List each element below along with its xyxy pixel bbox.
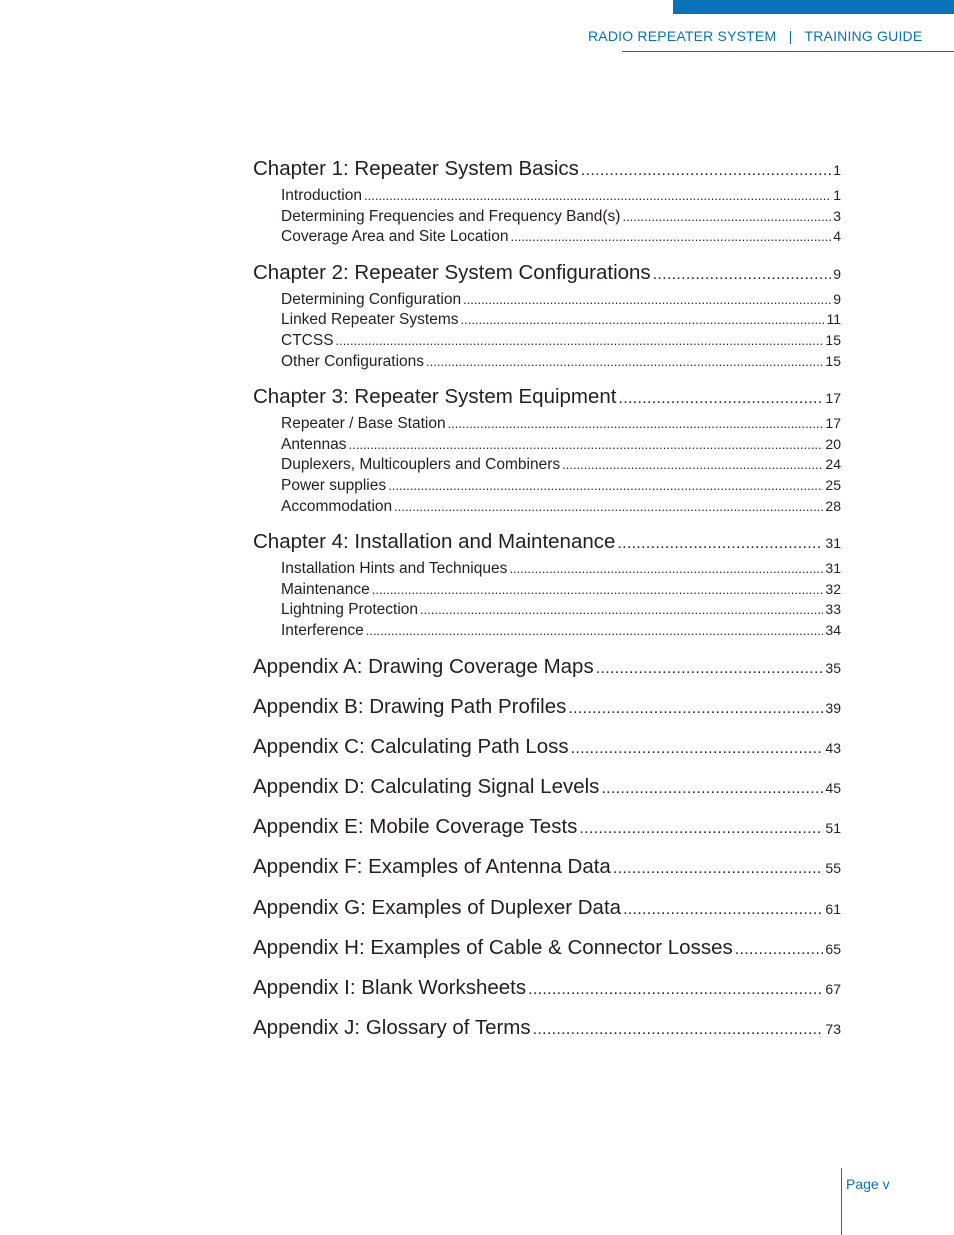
toc-section-entry[interactable] — [253, 353, 841, 374]
header-accent-bar — [673, 0, 954, 14]
toc-section-title: Power supplies — [281, 476, 387, 494]
dot-leader — [601, 780, 823, 798]
toc-appendix-title: Appendix B: Drawing Path Profiles — [253, 694, 567, 718]
toc-page-number: 32 — [825, 580, 841, 597]
toc-page-number: 35 — [825, 659, 841, 676]
toc-section-entry[interactable] — [253, 436, 841, 457]
toc-appendix-entry[interactable] — [253, 775, 841, 815]
toc-section-title: Determining Frequencies and Frequency Band(s) — [281, 207, 621, 225]
running-header — [588, 28, 923, 44]
toc-page-number: 4 — [833, 228, 841, 245]
dot-leader — [533, 1021, 824, 1039]
toc-section-entry[interactable] — [253, 228, 841, 249]
dot-leader — [448, 416, 824, 431]
toc-page-number: 55 — [825, 860, 841, 877]
dot-leader — [568, 700, 823, 718]
toc-section-title: Coverage Area and Site Location — [281, 228, 509, 246]
dot-leader — [349, 437, 824, 452]
header-separator: | — [788, 28, 793, 44]
toc-section-entry[interactable] — [253, 415, 841, 436]
toc-section-title: Interference — [281, 621, 364, 639]
toc-section-title: CTCSS — [281, 331, 334, 349]
dot-leader — [596, 660, 824, 678]
toc-page-number: 17 — [825, 390, 841, 407]
toc-appendix-entry[interactable] — [253, 855, 841, 895]
toc-appendix-entry[interactable] — [253, 735, 841, 775]
toc-section-title: Other Configurations — [281, 352, 425, 370]
toc-appendix-entry[interactable] — [253, 815, 841, 855]
header-rule — [622, 51, 954, 52]
toc-section-entry[interactable] — [253, 477, 841, 498]
toc-section-title: Linked Repeater Systems — [281, 311, 459, 329]
toc-appendix-title: Appendix C: Calculating Path Loss — [253, 734, 569, 758]
toc-section-entry[interactable] — [253, 311, 841, 332]
toc-chapter-group — [253, 157, 841, 249]
toc-page-number: 33 — [825, 601, 841, 618]
dot-leader — [653, 266, 832, 284]
toc-section-entry[interactable] — [253, 581, 841, 602]
toc-appendix-title: Appendix A: Drawing Coverage Maps — [253, 654, 594, 678]
dot-leader — [619, 390, 824, 408]
toc-page-number: 24 — [825, 456, 841, 473]
dot-leader — [394, 499, 823, 514]
toc-section-entry[interactable] — [253, 498, 841, 519]
toc-appendix-entry[interactable] — [253, 936, 841, 976]
header-subtitle: TRAINING GUIDE — [804, 28, 923, 44]
toc-page-number: 28 — [825, 497, 841, 514]
toc-chapter-title: Chapter 4: Installation and Maintenance — [253, 530, 616, 554]
toc-page-number: 11 — [826, 311, 841, 328]
toc-page-number: 31 — [825, 535, 841, 552]
toc-page-number: 51 — [825, 820, 841, 837]
toc-page-number: 1 — [833, 187, 841, 203]
toc-page-number: 3 — [833, 207, 841, 224]
toc-page-number: 15 — [825, 331, 841, 348]
toc-section-title: Duplexers, Multicouplers and Combiners — [281, 456, 561, 474]
dot-leader — [571, 740, 824, 758]
toc-page-number: 9 — [833, 290, 841, 307]
toc-chapter-group — [253, 385, 841, 518]
toc-chapter-entry[interactable] — [253, 261, 841, 291]
toc-section-title: Determining Configuration — [281, 290, 462, 308]
dot-leader — [372, 582, 824, 597]
toc-page-number: 45 — [825, 780, 841, 797]
toc-appendix-title: Appendix H: Examples of Cable & Connector Losses — [253, 935, 733, 959]
toc-appendix-entry[interactable] — [253, 695, 841, 735]
toc-section-entry[interactable] — [253, 208, 841, 229]
dot-leader — [528, 981, 823, 999]
toc-section-entry[interactable] — [253, 560, 841, 581]
toc-appendix-title: Appendix G: Examples of Duplexer Data — [253, 895, 622, 919]
toc-appendix-title: Appendix D: Calculating Signal Levels — [253, 775, 600, 799]
toc-page-number: 17 — [825, 415, 841, 432]
toc-section-title: Installation Hints and Techniques — [281, 560, 508, 578]
toc-section-title: Antennas — [281, 435, 347, 453]
toc-page-number: 73 — [825, 1021, 841, 1038]
toc-page-number: 31 — [825, 560, 841, 577]
dot-leader — [426, 354, 823, 369]
dot-leader — [613, 860, 824, 878]
dot-leader — [623, 901, 823, 919]
toc-chapter-group — [253, 530, 841, 642]
toc-page-number: 20 — [825, 435, 841, 452]
toc-page-number: 1 — [833, 162, 841, 178]
toc-appendix-title: Appendix F: Examples of Antenna Data — [253, 855, 611, 879]
dot-leader — [336, 333, 824, 348]
toc-section-entry[interactable] — [253, 332, 841, 353]
toc-appendix-entry[interactable] — [253, 896, 841, 936]
toc-appendix-entry[interactable] — [253, 655, 841, 695]
toc-chapter-entry[interactable] — [253, 530, 841, 560]
footer-rule — [841, 1168, 842, 1235]
toc-page-number: 61 — [825, 900, 841, 917]
toc-appendices — [253, 655, 841, 1057]
toc-section-title: Lightning Protection — [281, 601, 419, 619]
toc-appendix-title: Appendix I: Blank Worksheets — [253, 976, 527, 999]
dot-leader — [579, 820, 823, 838]
toc-page-number: 25 — [825, 476, 841, 493]
dot-leader — [509, 561, 823, 576]
toc-appendix-entry[interactable] — [253, 976, 841, 1016]
toc-section-entry[interactable] — [253, 601, 841, 622]
toc-chapter-title: Chapter 1: Repeater System Basics — [253, 157, 579, 180]
footer-page-label: Page v — [846, 1176, 890, 1192]
toc-section-entry[interactable] — [253, 291, 841, 312]
dot-leader — [617, 535, 823, 553]
toc-chapter-group — [253, 261, 841, 373]
toc-page-number: 67 — [825, 981, 841, 997]
dot-leader — [622, 209, 831, 224]
toc-page-number: 39 — [825, 699, 841, 716]
dot-leader — [463, 292, 831, 307]
toc-page-number: 34 — [825, 621, 841, 638]
dot-leader — [735, 941, 824, 959]
toc-chapter-title: Chapter 2: Repeater System Configurations — [253, 260, 651, 284]
toc-section-entry[interactable] — [253, 622, 841, 643]
toc-section-title: Introduction — [281, 187, 362, 204]
dot-leader — [364, 188, 831, 203]
toc-section-entry[interactable] — [253, 456, 841, 477]
dot-leader — [388, 478, 823, 493]
toc-page-number: 15 — [825, 352, 841, 369]
toc-section-entry[interactable] — [253, 187, 841, 208]
toc-chapter-entry[interactable] — [253, 157, 841, 187]
dot-leader — [420, 602, 823, 617]
table-of-contents — [253, 157, 841, 1056]
toc-page-number: 43 — [825, 739, 841, 756]
dot-leader — [581, 162, 831, 180]
dot-leader — [562, 457, 823, 472]
toc-page-number: 65 — [825, 940, 841, 957]
toc-page-number: 9 — [833, 265, 841, 282]
toc-chapter-entry[interactable] — [253, 385, 841, 415]
toc-appendix-title: Appendix E: Mobile Coverage Tests — [253, 815, 578, 839]
toc-section-title: Repeater / Base Station — [281, 415, 446, 433]
toc-section-title: Accommodation — [281, 497, 393, 515]
dot-leader — [366, 623, 824, 638]
dot-leader — [511, 229, 832, 244]
toc-appendix-title: Appendix J: Glossary of Terms — [253, 1016, 531, 1040]
toc-chapter-title: Chapter 3: Repeater System Equipment — [253, 385, 617, 409]
toc-appendix-entry[interactable] — [253, 1016, 841, 1056]
toc-section-title: Maintenance — [281, 580, 370, 598]
header-title: RADIO REPEATER SYSTEM — [588, 28, 777, 44]
dot-leader — [460, 312, 824, 327]
